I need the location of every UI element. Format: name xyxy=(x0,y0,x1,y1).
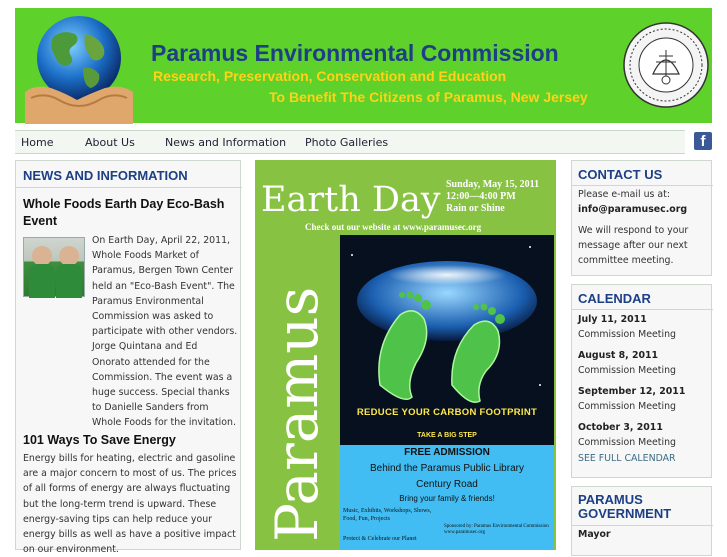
calendar-event-date: August 8, 2011 xyxy=(578,350,659,361)
globe-in-hands-icon xyxy=(23,12,135,124)
poster-sub-slogan: TAKE A BIG STEP xyxy=(417,432,477,439)
borough-seal-icon xyxy=(623,22,709,108)
poster-vertical-text: Paramus xyxy=(263,286,331,542)
see-full-calendar-link[interactable]: SEE FULL CALENDAR xyxy=(578,453,676,464)
article-title-eco-bash[interactable]: Whole Foods Earth Day Eco-Bash Event xyxy=(23,197,225,228)
government-heading xyxy=(578,493,671,521)
news-heading: NEWS AND INFORMATION xyxy=(23,168,188,183)
site-title: Paramus Environmental Commission xyxy=(151,40,559,66)
poster-sponsor: Sponsored by: Paramus Environmental Commission www.paramusec.org xyxy=(444,524,549,535)
nav-about-us[interactable]: About Us xyxy=(85,136,135,149)
calendar-event-name[interactable]: Commission Meeting xyxy=(578,329,676,340)
calendar-event-date: October 3, 2011 xyxy=(578,422,663,433)
poster-bring-family: Bring your family & friends! xyxy=(399,494,495,503)
calendar-event-name[interactable]: Commission Meeting xyxy=(578,365,676,376)
nav-news-and-information[interactable]: News and Information xyxy=(165,136,287,149)
calendar-event-name[interactable]: Commission Meeting xyxy=(578,437,676,448)
article-body-eco-bash: On Earth Day, April 22, 2011, Whole Foods Market of Paramus, Bergen Town Center held an "Eco-Bash Event". The Paramus Environmental Commission was asked to participate with other vendors. Jorge Quintana and Ed Onorato attended for the Commission. The event was a huge success. Special thanks to Danielle Sanders from Whole Foods for the invitation. xyxy=(92,235,238,429)
news-divider xyxy=(16,187,242,188)
nav-home[interactable]: Home xyxy=(21,136,54,149)
contact-intro: Please e-mail us at: xyxy=(578,189,671,200)
government-mayor-label: Mayor xyxy=(578,529,611,540)
poster-free-admission: FREE ADMISSION xyxy=(404,447,490,458)
contact-divider xyxy=(572,185,713,186)
poster-website: Check out our website at www.paramusec.org xyxy=(305,222,482,232)
calendar-event-date: September 12, 2011 xyxy=(578,386,686,397)
government-heading-line2: GOVERNMENT xyxy=(578,506,672,521)
poster-info-panel xyxy=(340,445,554,550)
site-header xyxy=(15,8,712,123)
contact-response-note: We will respond to your message after our next committee meeting. xyxy=(578,225,689,267)
poster-slogan: REDUCE YOUR CARBON FOOTPRINT xyxy=(356,407,538,418)
poster-footprint-artwork xyxy=(340,235,554,445)
contact-email-link[interactable]: info@paramusec.org xyxy=(578,204,688,215)
site-tagline-line2: To Benefit The Citizens of Paramus, New Jersey xyxy=(269,89,588,105)
government-divider xyxy=(572,525,713,526)
poster-hours: 12:00—4:00 PM xyxy=(446,191,516,202)
poster-protect-planet: Protect & Celebrate our Planet xyxy=(343,536,417,542)
nav-photo-galleries[interactable]: Photo Galleries xyxy=(305,136,389,149)
facebook-icon[interactable]: f xyxy=(694,132,712,150)
earth-day-poster xyxy=(255,160,556,550)
poster-rain-or-shine: Rain or Shine xyxy=(446,203,505,214)
calendar-panel xyxy=(571,284,712,478)
article-photo xyxy=(23,237,85,297)
government-heading-line1: PARAMUS xyxy=(578,492,643,507)
poster-earth-day-title: Earth Day xyxy=(261,180,441,220)
contact-heading: CONTACT US xyxy=(578,167,663,182)
calendar-event-name[interactable]: Commission Meeting xyxy=(578,401,676,412)
contact-panel xyxy=(571,160,712,276)
government-panel xyxy=(571,486,712,556)
poster-event-time xyxy=(446,179,539,215)
poster-location: Behind the Paramus Public Library xyxy=(370,463,524,474)
calendar-heading: CALENDAR xyxy=(578,291,651,306)
site-tagline-line1: Research, Preservation, Conservation and Education xyxy=(153,68,507,84)
article-body-save-energy: Energy bills for heating, electric and gasoline are a major concern to most of us. The prices of all forms of energy are always fluctuating but the long-term trend is upward. These energy-saving tips can help reduce your energy bills as well as have a positive impact on our environment. xyxy=(23,453,237,556)
news-panel xyxy=(15,160,241,556)
main-navigation xyxy=(15,130,685,154)
calendar-divider xyxy=(572,309,713,310)
calendar-event-date: July 11, 2011 xyxy=(578,314,647,325)
poster-date: Sunday, May 15, 2011 xyxy=(446,179,540,190)
article-title-save-energy[interactable]: 101 Ways To Save Energy xyxy=(23,433,176,447)
poster-vertical-title xyxy=(263,254,331,546)
poster-activities: Music, Exhibits, Workshops, Shows, Food, Fun, Projects xyxy=(343,508,432,522)
poster-location-road: Century Road xyxy=(416,479,478,490)
